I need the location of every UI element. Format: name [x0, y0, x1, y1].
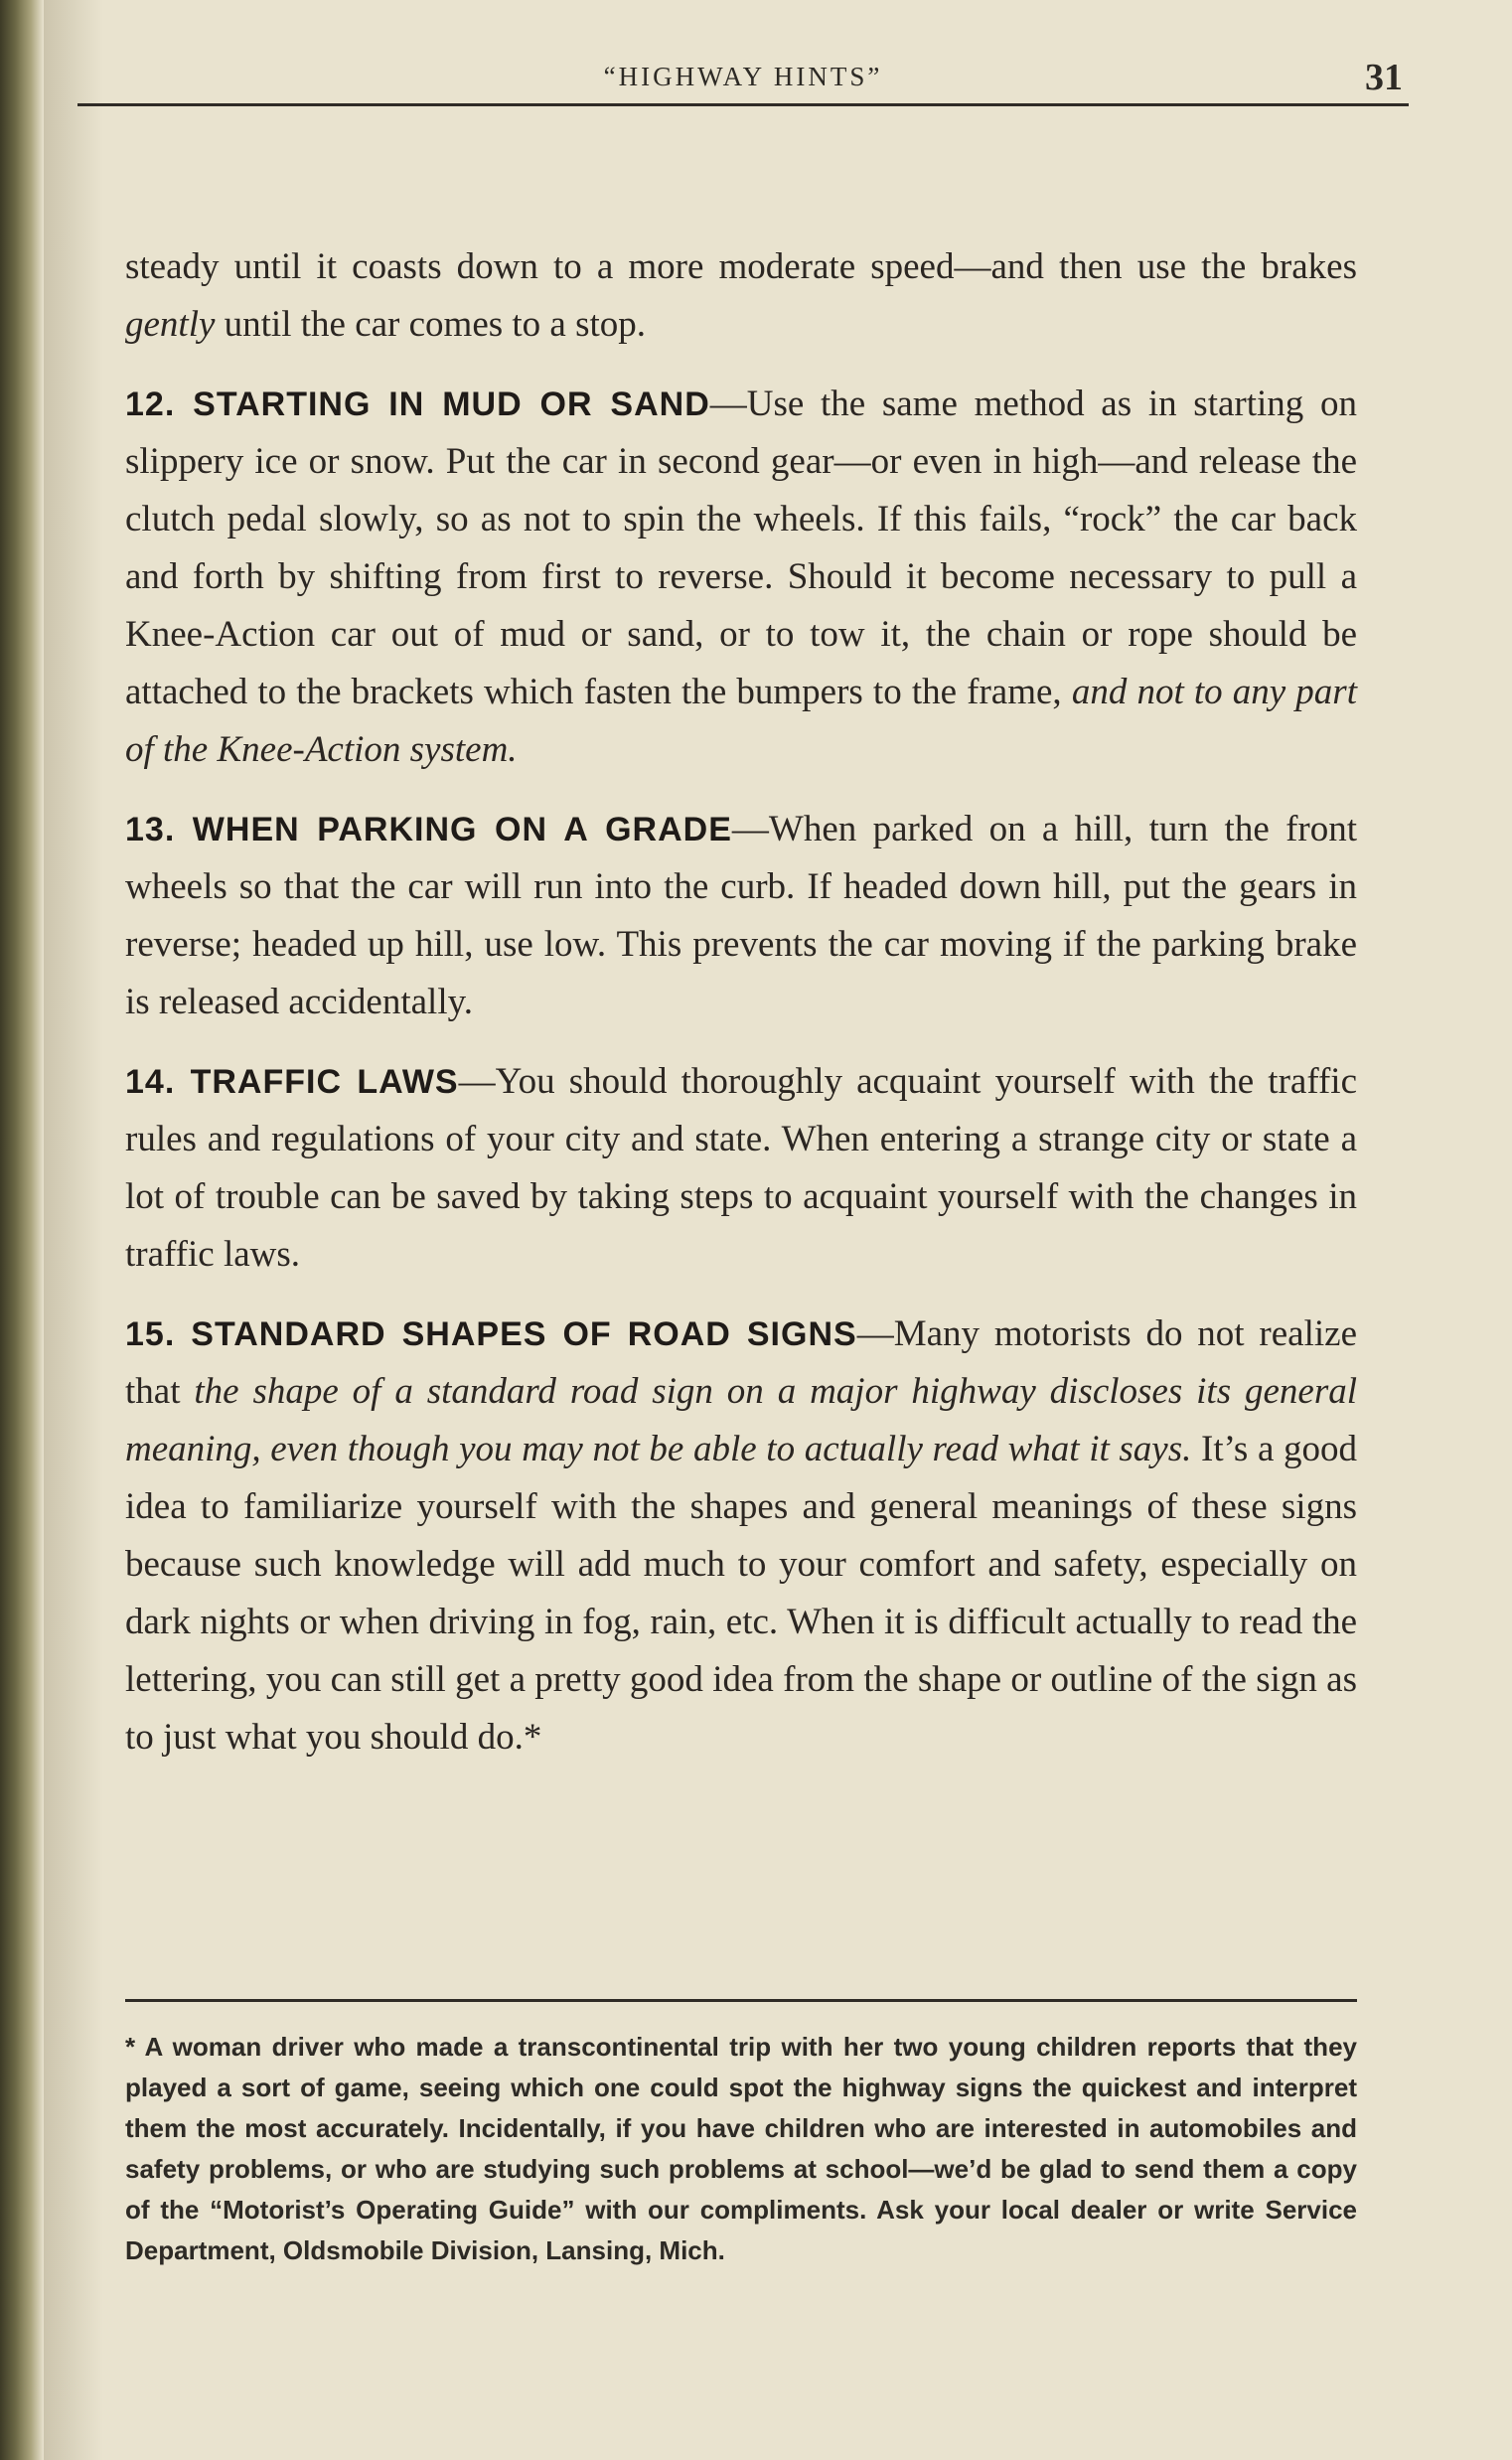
section-text-end: It’s a good idea to familiarize yourself with the shapes and general meanings of these signs because such knowledge will add much to your comfort and safety, especially on dark nights or when driving in fog, rain, etc. When it is difficult actually to read the lettering, you can still get a pretty good idea from the shape or outline of the sign as to just what you should do.* [125, 1429, 1358, 1758]
section-15 [125, 1306, 1357, 1767]
section-text: —When parked on a hill, turn the front wheels so that the car will run into the curb. If headed down hill, put the gears in reverse; headed up hill, use low. This prevents the car moving if the parking brake is released accidentally. [125, 809, 1357, 1022]
page-gutter-shade [44, 0, 103, 2460]
section-heading: 14. TRAFFIC LAWS [125, 1063, 459, 1101]
section-heading: 15. STANDARD SHAPES OF ROAD SIGNS [125, 1315, 857, 1353]
section-emphasis: the shape of a standard road sign on a major highway discloses its general meaning, even though you may not be able to actually read what it says. [125, 1371, 1357, 1469]
section-heading: 13. WHEN PARKING ON A GRADE [125, 811, 732, 848]
section-text: —Use the same method as in starting on slippery ice or snow. Put the car in second gear—or even in high—and release the clutch pedal slowly, so as not to spin the wheels. If this fails, “rock” the car back and forth by shifting from first to reverse. Should it become necessary to pull a Knee-Action car out of mud or sand, or to tow it, the chain or rope should be attached to the brackets which fasten the bumpers to the frame, [125, 384, 1357, 712]
footnote: * A woman driver who made a transcontinental trip with her two young children reports that they played a sort of game, seeing which one could spot the highway signs the quickest and interpret them the most accurately. Incidentally, if you have children who are interested in automobiles and safety problems, or who are studying such problems at school—we’d be glad to send them a copy of the “Motorist’s Operating Guide” with our compliments. Ask your local dealer or write Service Department, Oldsmobile Division, Lansing, Mich. [125, 2032, 1357, 2265]
footnote-rule [125, 1999, 1357, 2002]
book-spine-shadow [0, 0, 44, 2460]
intro-text: steady until it coasts down to a more moderate speed—and then use the brakes [125, 246, 1357, 287]
section-heading: 12. STARTING IN MUD OR SAND [125, 385, 710, 423]
section-emphasis: and not to any part of the Knee-Action system. [125, 672, 1357, 770]
body-text [125, 238, 1357, 1788]
section-text: —Many motorists do not realize that [125, 1313, 1357, 1412]
section-12 [125, 376, 1357, 779]
section-13 [125, 801, 1357, 1031]
section-text: —You should thoroughly acquaint yourself with the traffic rules and regulations of your city and state. When entering a strange city or state a lot of trouble can be saved by taking steps to acquaint yourself with the changes in traffic laws. [125, 1061, 1357, 1275]
header-rule [77, 103, 1409, 106]
running-title: “HIGHWAY HINTS” [603, 62, 883, 91]
intro-text-end: until the car comes to a stop. [215, 304, 647, 345]
intro-paragraph [125, 238, 1357, 354]
page-header [77, 57, 1409, 109]
intro-emphasis: gently [125, 304, 216, 345]
page-number: 31 [1365, 57, 1403, 98]
section-14 [125, 1053, 1357, 1284]
